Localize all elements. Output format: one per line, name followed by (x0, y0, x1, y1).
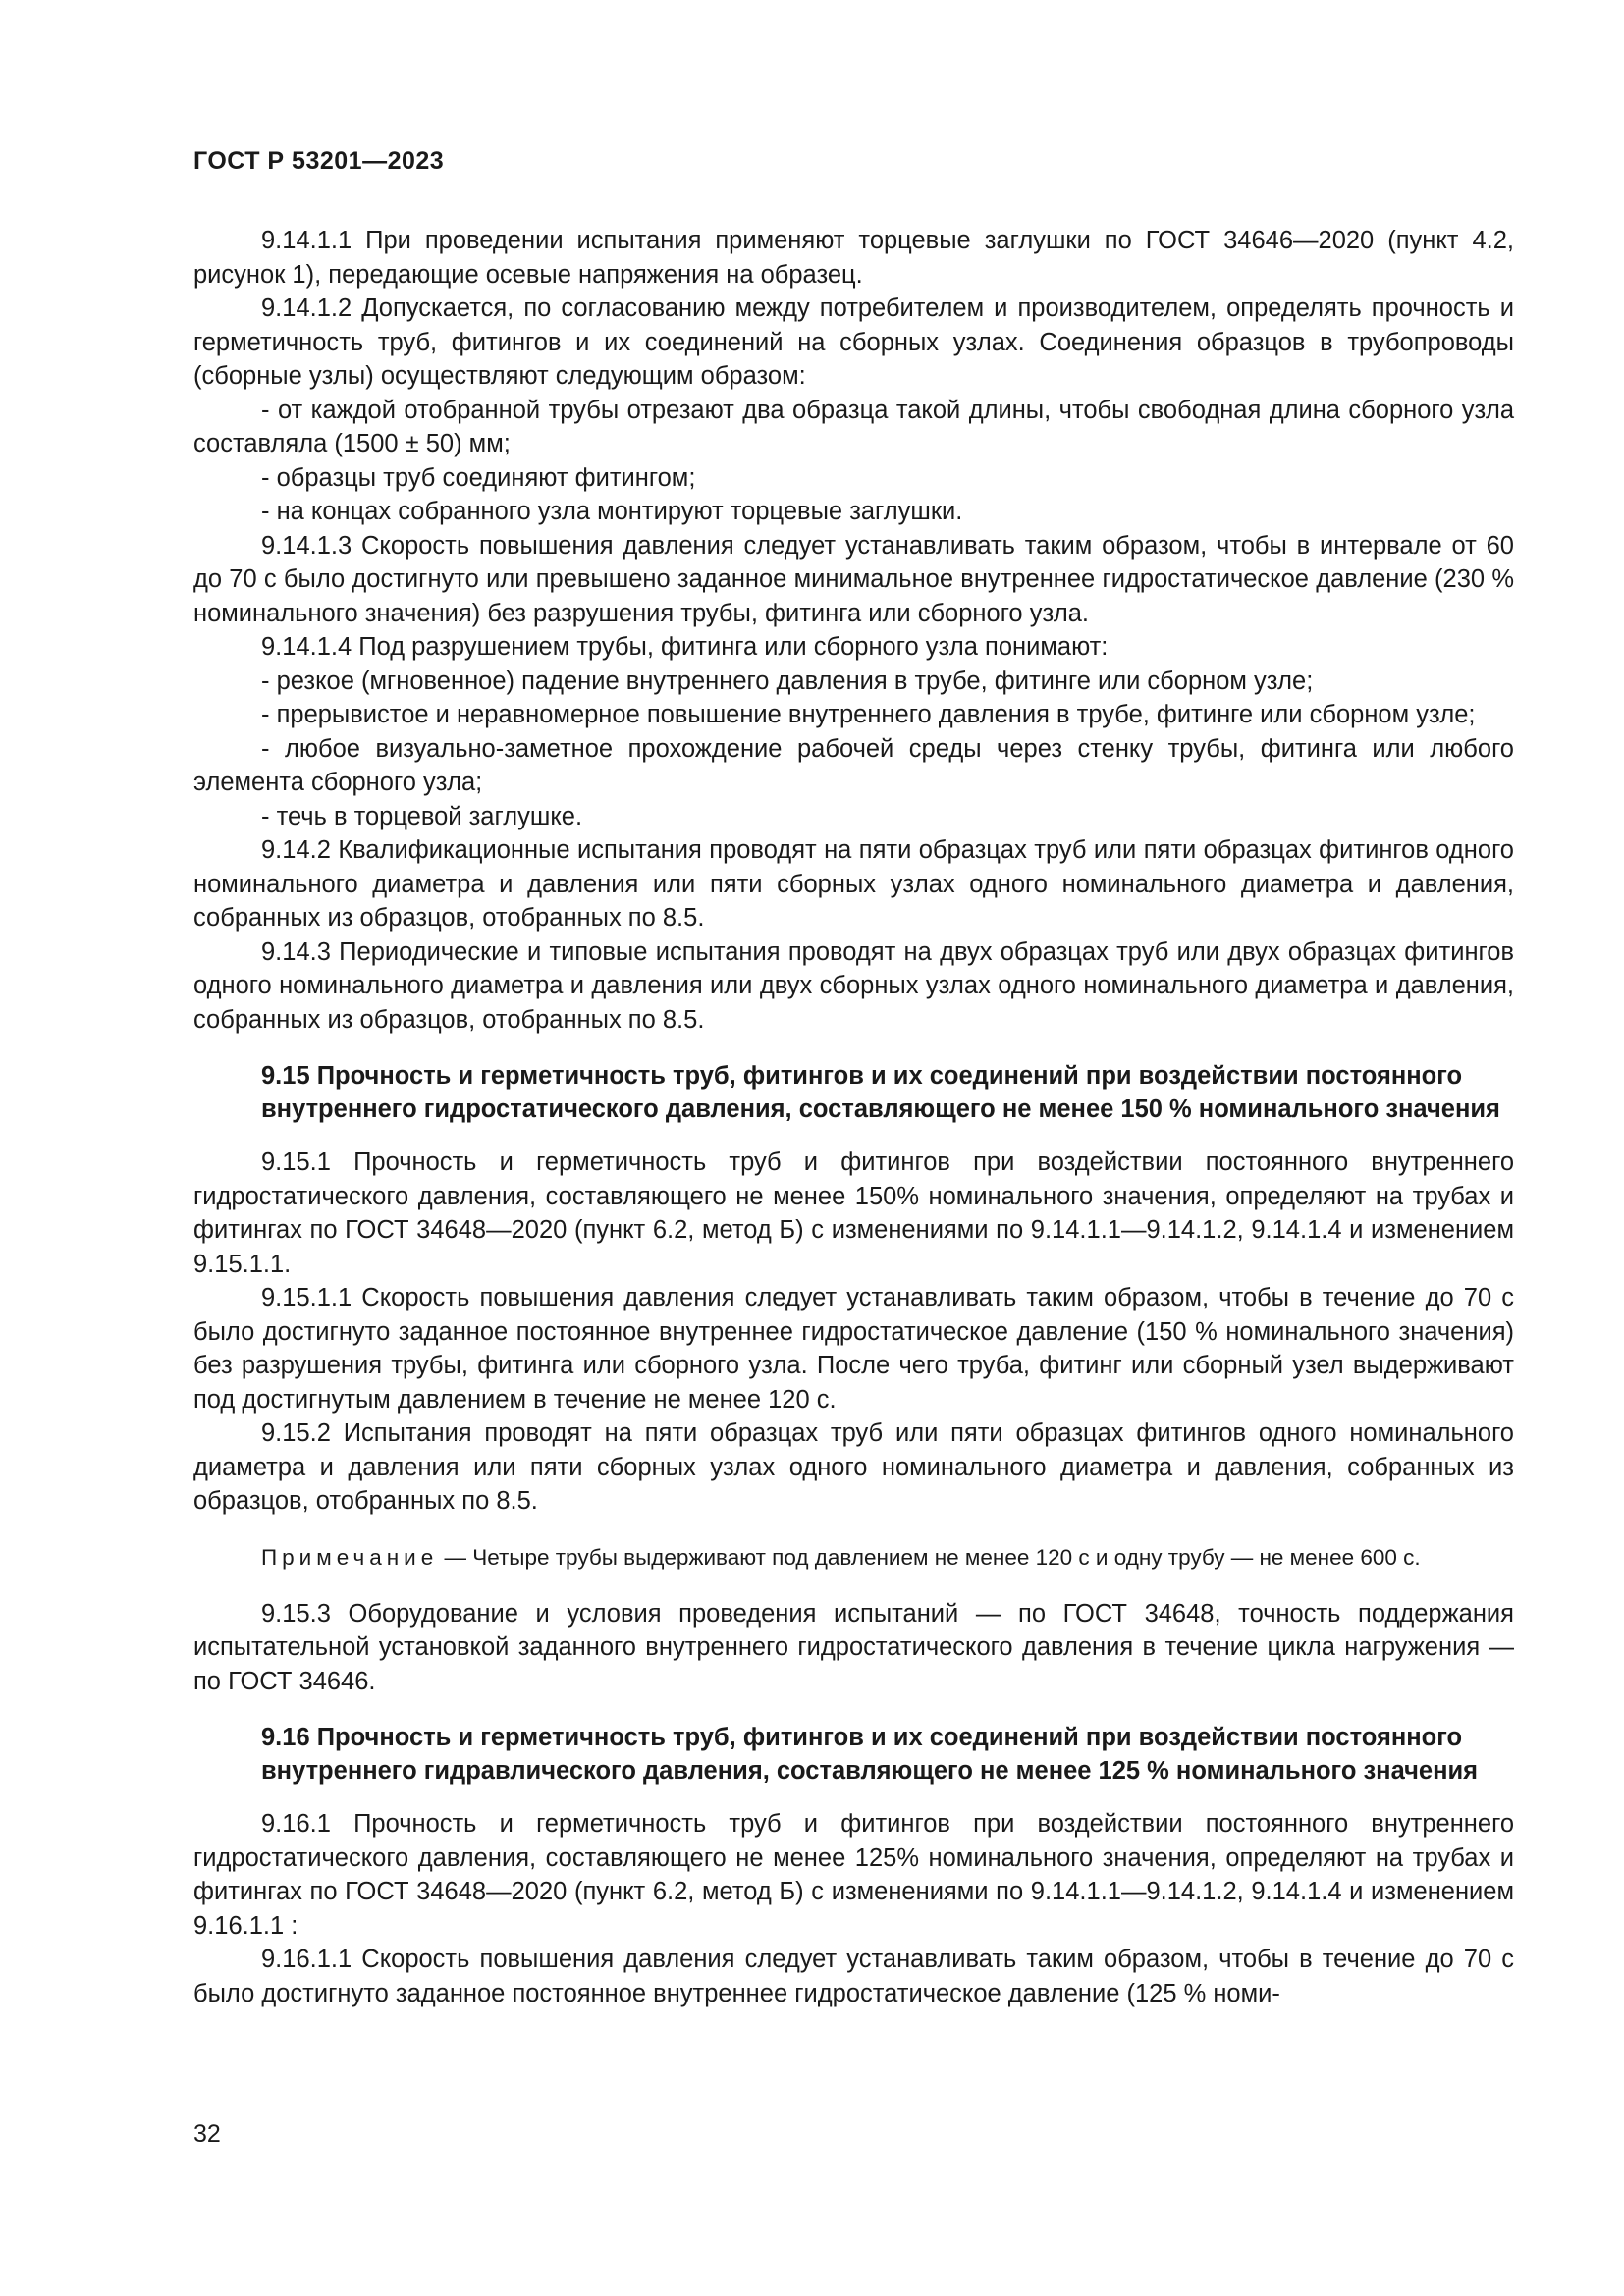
paragraph-9-14-1-3: 9.14.1.3 Скорость повышения давления следует устанавливать таким образом, чтобы в интервале от 60 до 70 с было достигнуто или превышено заданное минимальное внутреннее гидростатическое давление (230 % номинального значения) без разрушения трубы, фитинга или сборного узла. (193, 531, 1514, 627)
paragraph-9-16-1: 9.16.1 Прочность и герметичность труб и фитингов при воздействии постоянного внутреннего гидростатического давления, составляющего не менее 125% номинального значения, определяют на трубах и фитингах по ГОСТ 34648—2020 (пункт 6.2, метод Б) с изменениями по 9.14.1.1—9.14.1.2, 9.14.1.4 и изменением 9.16.1.1 : (193, 1810, 1514, 1940)
paragraph-9-16-1-1: 9.16.1.1 Скорость повышения давления следует устанавливать таким образом, чтобы в течение до 70 с было достигнуто заданное постоянное внутреннее гидростатическое давление (125 % номи- (193, 1946, 1514, 2007)
paragraph-9-14-3: 9.14.3 Периодические и типовые испытания проводят на двух образцах труб или двух образцах фитингов одного номинального диаметра и давления или двух сборных узлах одного номинального диаметра и давления, собранных из образцов, отобранных по 8.5. (193, 937, 1514, 1034)
section-heading-9-16: 9.16 Прочность и герметичность труб, фитингов и их соединений при воздействии постоянного внутреннего гидравлического давления, составляющего не менее 125 % номинального значения (261, 1724, 1479, 1785)
list-item: - резкое (мгновенное) падение внутреннего давления в трубе, фитинге или сборном узле; (261, 667, 1314, 695)
page-content (193, 224, 1514, 2010)
section-heading-9-15: 9.15 Прочность и герметичность труб, фитингов и их соединений при воздействии постоянного внутреннего гидростатического давления, составляющего не менее 150 % номинального значения (261, 1062, 1500, 1123)
note-label: Примечание (261, 1544, 439, 1570)
paragraph-9-14-1-4: 9.14.1.4 Под разрушением трубы, фитинга или сборного узла понимают: (261, 633, 1109, 661)
paragraph-9-15-2: 9.15.2 Испытания проводят на пяти образцах труб или пяти образцах фитингов одного номинального диаметра и давления или пяти сборных узлах одного номинального диаметра и давления, собранных из образцов, отобранных по 8.5. (193, 1419, 1514, 1515)
paragraph-9-15-1-1: 9.15.1.1 Скорость повышения давления следует устанавливать таким образом, чтобы в течение до 70 с было достигнуто заданное постоянное внутреннее гидростатическое давление (150 % номинального значения) без разрушения трубы, фитинга или сборного узла. После чего труба, фитинг или сборный узел выдерживают под достигнутым давлением в течение не менее 120 с. (193, 1284, 1514, 1414)
note (193, 1541, 1514, 1575)
list-item: - течь в торцевой заглушке. (261, 802, 583, 830)
list-item: - от каждой отобранной трубы отрезают два образца такой длины, чтобы свободная длина сборного узла составляла (1500 ± 50) мм; (193, 396, 1514, 457)
note-text: — Четыре трубы выдерживают под давлением не менее 120 с и одну трубу — не менее 600 с. (438, 1544, 1421, 1570)
list-item: - любое визуально-заметное прохождение рабочей среды через стенку трубы, фитинга или любого элемента сборного узла; (193, 734, 1514, 796)
paragraph-9-14-1-1: 9.14.1.1 При проведении испытания применяют торцевые заглушки по ГОСТ 34646—2020 (пункт 4.2, рисунок 1), передающие осевые напряжения на образец. (193, 227, 1514, 289)
paragraph-9-14-2: 9.14.2 Квалификационные испытания проводят на пяти образцах труб или пяти образцах фитингов одного номинального диаметра и давления или пяти сборных узлах одного номинального диаметра и давления, собранных из образцов, отобранных по 8.5. (193, 836, 1514, 932)
paragraph-9-15-1: 9.15.1 Прочность и герметичность труб и фитингов при воздействии постоянного внутреннего гидростатического давления, составляющего не менее 150% номинального значения, определяют на трубах и фитингах по ГОСТ 34648—2020 (пункт 6.2, метод Б) с изменениями по 9.14.1.1—9.14.1.2, 9.14.1.4 и изменением 9.15.1.1. (193, 1148, 1514, 1278)
page-number: 32 (193, 2120, 221, 2148)
document-header: ГОСТ Р 53201—2023 (193, 147, 445, 175)
paragraph-9-14-1-2: 9.14.1.2 Допускается, по согласованию между потребителем и производителем, определять прочность и герметичность труб, фитингов и их соединений на сборных узлах. Соединения образцов в трубопроводы (сборные узлы) осуществляют следующим образом: (193, 294, 1514, 390)
list-item: - прерывистое и неравномерное повышение внутреннего давления в трубе, фитинге или сборном узле; (261, 701, 1476, 728)
paragraph-9-15-3: 9.15.3 Оборудование и условия проведения испытаний — по ГОСТ 34648, точность поддержания испытательной установкой заданного внутреннего гидростатического давления в течение цикла нагружения — по ГОСТ 34646. (193, 1599, 1514, 1695)
list-item: - на концах собранного узла монтируют торцевые заглушки. (261, 498, 963, 525)
list-item: - образцы труб соединяют фитингом; (261, 463, 696, 492)
